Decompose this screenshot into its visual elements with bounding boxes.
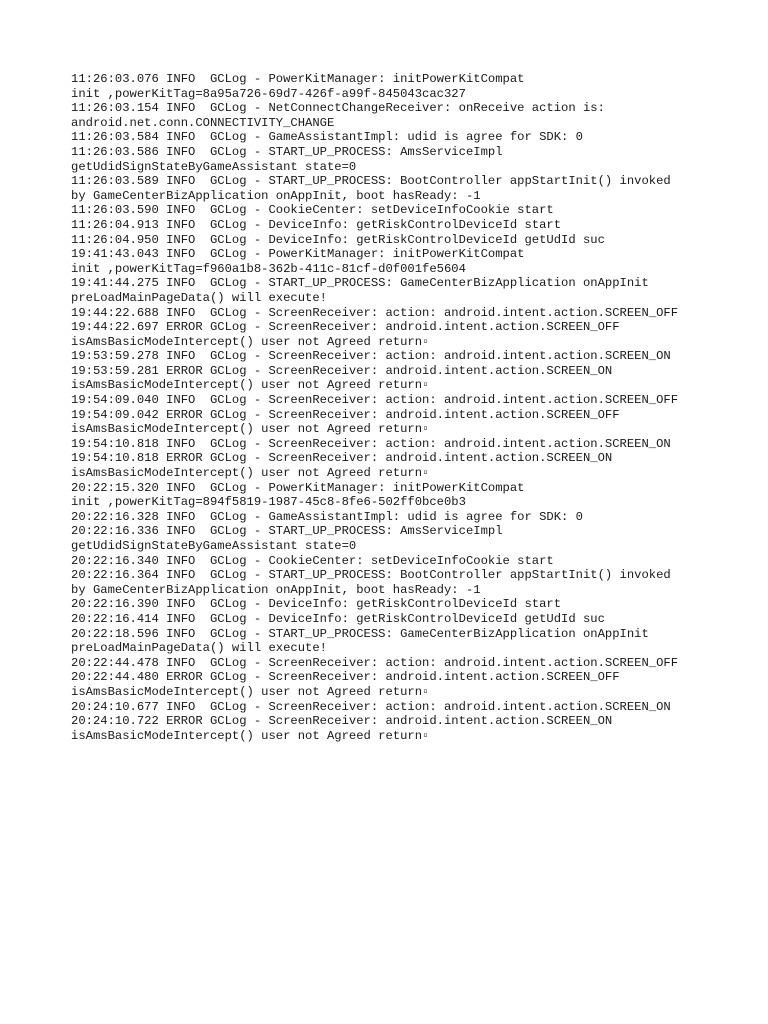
log-line: 19:54:10.818 ERROR GCLog - ScreenReceiver: android.intent.action.SCREEN_ON bbox=[71, 451, 613, 466]
log-line: 19:54:09.040 INFO GCLog - ScreenReceiver: action: android.intent.action.SCREEN_OFF bbox=[71, 393, 679, 408]
log-line: 11:26:03.154 INFO GCLog - NetConnectChangeReceiver: onReceive action is: bbox=[71, 101, 605, 116]
log-line: 20:22:16.328 INFO GCLog - GameAssistantImpl: udid is agree for SDK: 0 bbox=[71, 509, 583, 524]
log-line: isAmsBasicModeIntercept() user not Agreed return▫ bbox=[71, 684, 430, 699]
log-text-block bbox=[71, 72, 731, 743]
log-line: 20:22:16.336 INFO GCLog - START_UP_PROCESS: AmsServiceImpl bbox=[71, 524, 503, 539]
log-line: 20:22:16.340 INFO GCLog - CookieCenter: setDeviceInfoCookie start bbox=[71, 553, 554, 568]
log-line: init ,powerKitTag=f960a1b8-362b-411c-81cf-d0f001fe5604 bbox=[71, 261, 466, 276]
log-line: isAmsBasicModeIntercept() user not Agreed return▫ bbox=[71, 422, 430, 437]
log-line: 19:53:59.278 INFO GCLog - ScreenReceiver: action: android.intent.action.SCREEN_ON bbox=[71, 349, 671, 364]
log-line: 11:26:03.584 INFO GCLog - GameAssistantImpl: udid is agree for SDK: 0 bbox=[71, 130, 583, 145]
log-line: 19:44:22.697 ERROR GCLog - ScreenReceiver: android.intent.action.SCREEN_OFF bbox=[71, 320, 620, 335]
log-line: 19:41:43.043 INFO GCLog - PowerKitManager: initPowerKitCompat bbox=[71, 247, 525, 262]
log-line: 19:53:59.281 ERROR GCLog - ScreenReceiver: android.intent.action.SCREEN_ON bbox=[71, 363, 613, 378]
log-line: 11:26:04.950 INFO GCLog - DeviceInfo: getRiskControlDeviceId getUdId suc bbox=[71, 232, 605, 247]
log-line: getUdidSignStateByGameAssistant state=0 bbox=[71, 539, 357, 553]
log-line: 20:22:44.480 ERROR GCLog - ScreenReceiver: android.intent.action.SCREEN_OFF bbox=[71, 670, 620, 685]
log-line: 20:24:10.677 INFO GCLog - ScreenReceiver: action: android.intent.action.SCREEN_ON bbox=[71, 699, 671, 714]
log-line: 11:26:04.913 INFO GCLog - DeviceInfo: getRiskControlDeviceId start bbox=[71, 217, 562, 232]
log-line: 20:22:16.364 INFO GCLog - START_UP_PROCESS: BootController appStartInit() invoked bbox=[71, 568, 671, 583]
log-line: by GameCenterBizApplication onAppInit, boot hasReady: -1 bbox=[71, 188, 481, 203]
log-line: android.net.conn.CONNECTIVITY_CHANGE bbox=[71, 115, 335, 130]
log-line: 19:54:09.042 ERROR GCLog - ScreenReceiver: android.intent.action.SCREEN_OFF bbox=[71, 407, 620, 422]
log-line: preLoadMainPageData() will execute! bbox=[71, 641, 327, 656]
log-line: isAmsBasicModeIntercept() user not Agreed return▫ bbox=[71, 334, 430, 349]
log-line: by GameCenterBizApplication onAppInit, boot hasReady: -1 bbox=[71, 582, 481, 597]
log-line: getUdidSignStateByGameAssistant state=0 bbox=[71, 159, 357, 174]
log-line: 11:26:03.586 INFO GCLog - START_UP_PROCESS: AmsServiceImpl bbox=[71, 144, 503, 159]
log-line: 11:26:03.590 INFO GCLog - CookieCenter: setDeviceInfoCookie start bbox=[71, 203, 554, 218]
log-line: init ,powerKitTag=8a95a726-69d7-426f-a99f-845043cac327 bbox=[71, 86, 466, 101]
log-line: 19:54:10.818 INFO GCLog - ScreenReceiver: action: android.intent.action.SCREEN_ON bbox=[71, 436, 671, 451]
log-line: init ,powerKitTag=894f5819-1987-45c8-8fe6-502ff0bce0b3 bbox=[71, 495, 466, 510]
log-line: 11:26:03.076 INFO GCLog - PowerKitManager: initPowerKitCompat bbox=[71, 72, 525, 86]
log-line: 20:22:18.596 INFO GCLog - START_UP_PROCESS: GameCenterBizApplication onAppInit bbox=[71, 626, 649, 641]
log-line: isAmsBasicModeIntercept() user not Agreed return▫ bbox=[71, 378, 430, 393]
log-line: 20:24:10.722 ERROR GCLog - ScreenReceiver: android.intent.action.SCREEN_ON bbox=[71, 714, 613, 729]
log-line: preLoadMainPageData() will execute! bbox=[71, 290, 327, 305]
log-line: 19:41:44.275 INFO GCLog - START_UP_PROCESS: GameCenterBizApplication onAppInit bbox=[71, 276, 649, 291]
log-line: isAmsBasicModeIntercept() user not Agreed return▫ bbox=[71, 728, 430, 743]
log-line: 11:26:03.589 INFO GCLog - START_UP_PROCESS: BootController appStartInit() invoked bbox=[71, 174, 671, 189]
log-line: isAmsBasicModeIntercept() user not Agreed return▫ bbox=[71, 466, 430, 481]
log-line: 20:22:44.478 INFO GCLog - ScreenReceiver: action: android.intent.action.SCREEN_OFF bbox=[71, 655, 679, 670]
log-line: 20:22:15.320 INFO GCLog - PowerKitManager: initPowerKitCompat bbox=[71, 480, 525, 495]
log-line: 19:44:22.688 INFO GCLog - ScreenReceiver: action: android.intent.action.SCREEN_OFF bbox=[71, 305, 679, 320]
log-line: 20:22:16.390 INFO GCLog - DeviceInfo: getRiskControlDeviceId start bbox=[71, 597, 562, 612]
log-line: 20:22:16.414 INFO GCLog - DeviceInfo: getRiskControlDeviceId getUdId suc bbox=[71, 611, 605, 626]
